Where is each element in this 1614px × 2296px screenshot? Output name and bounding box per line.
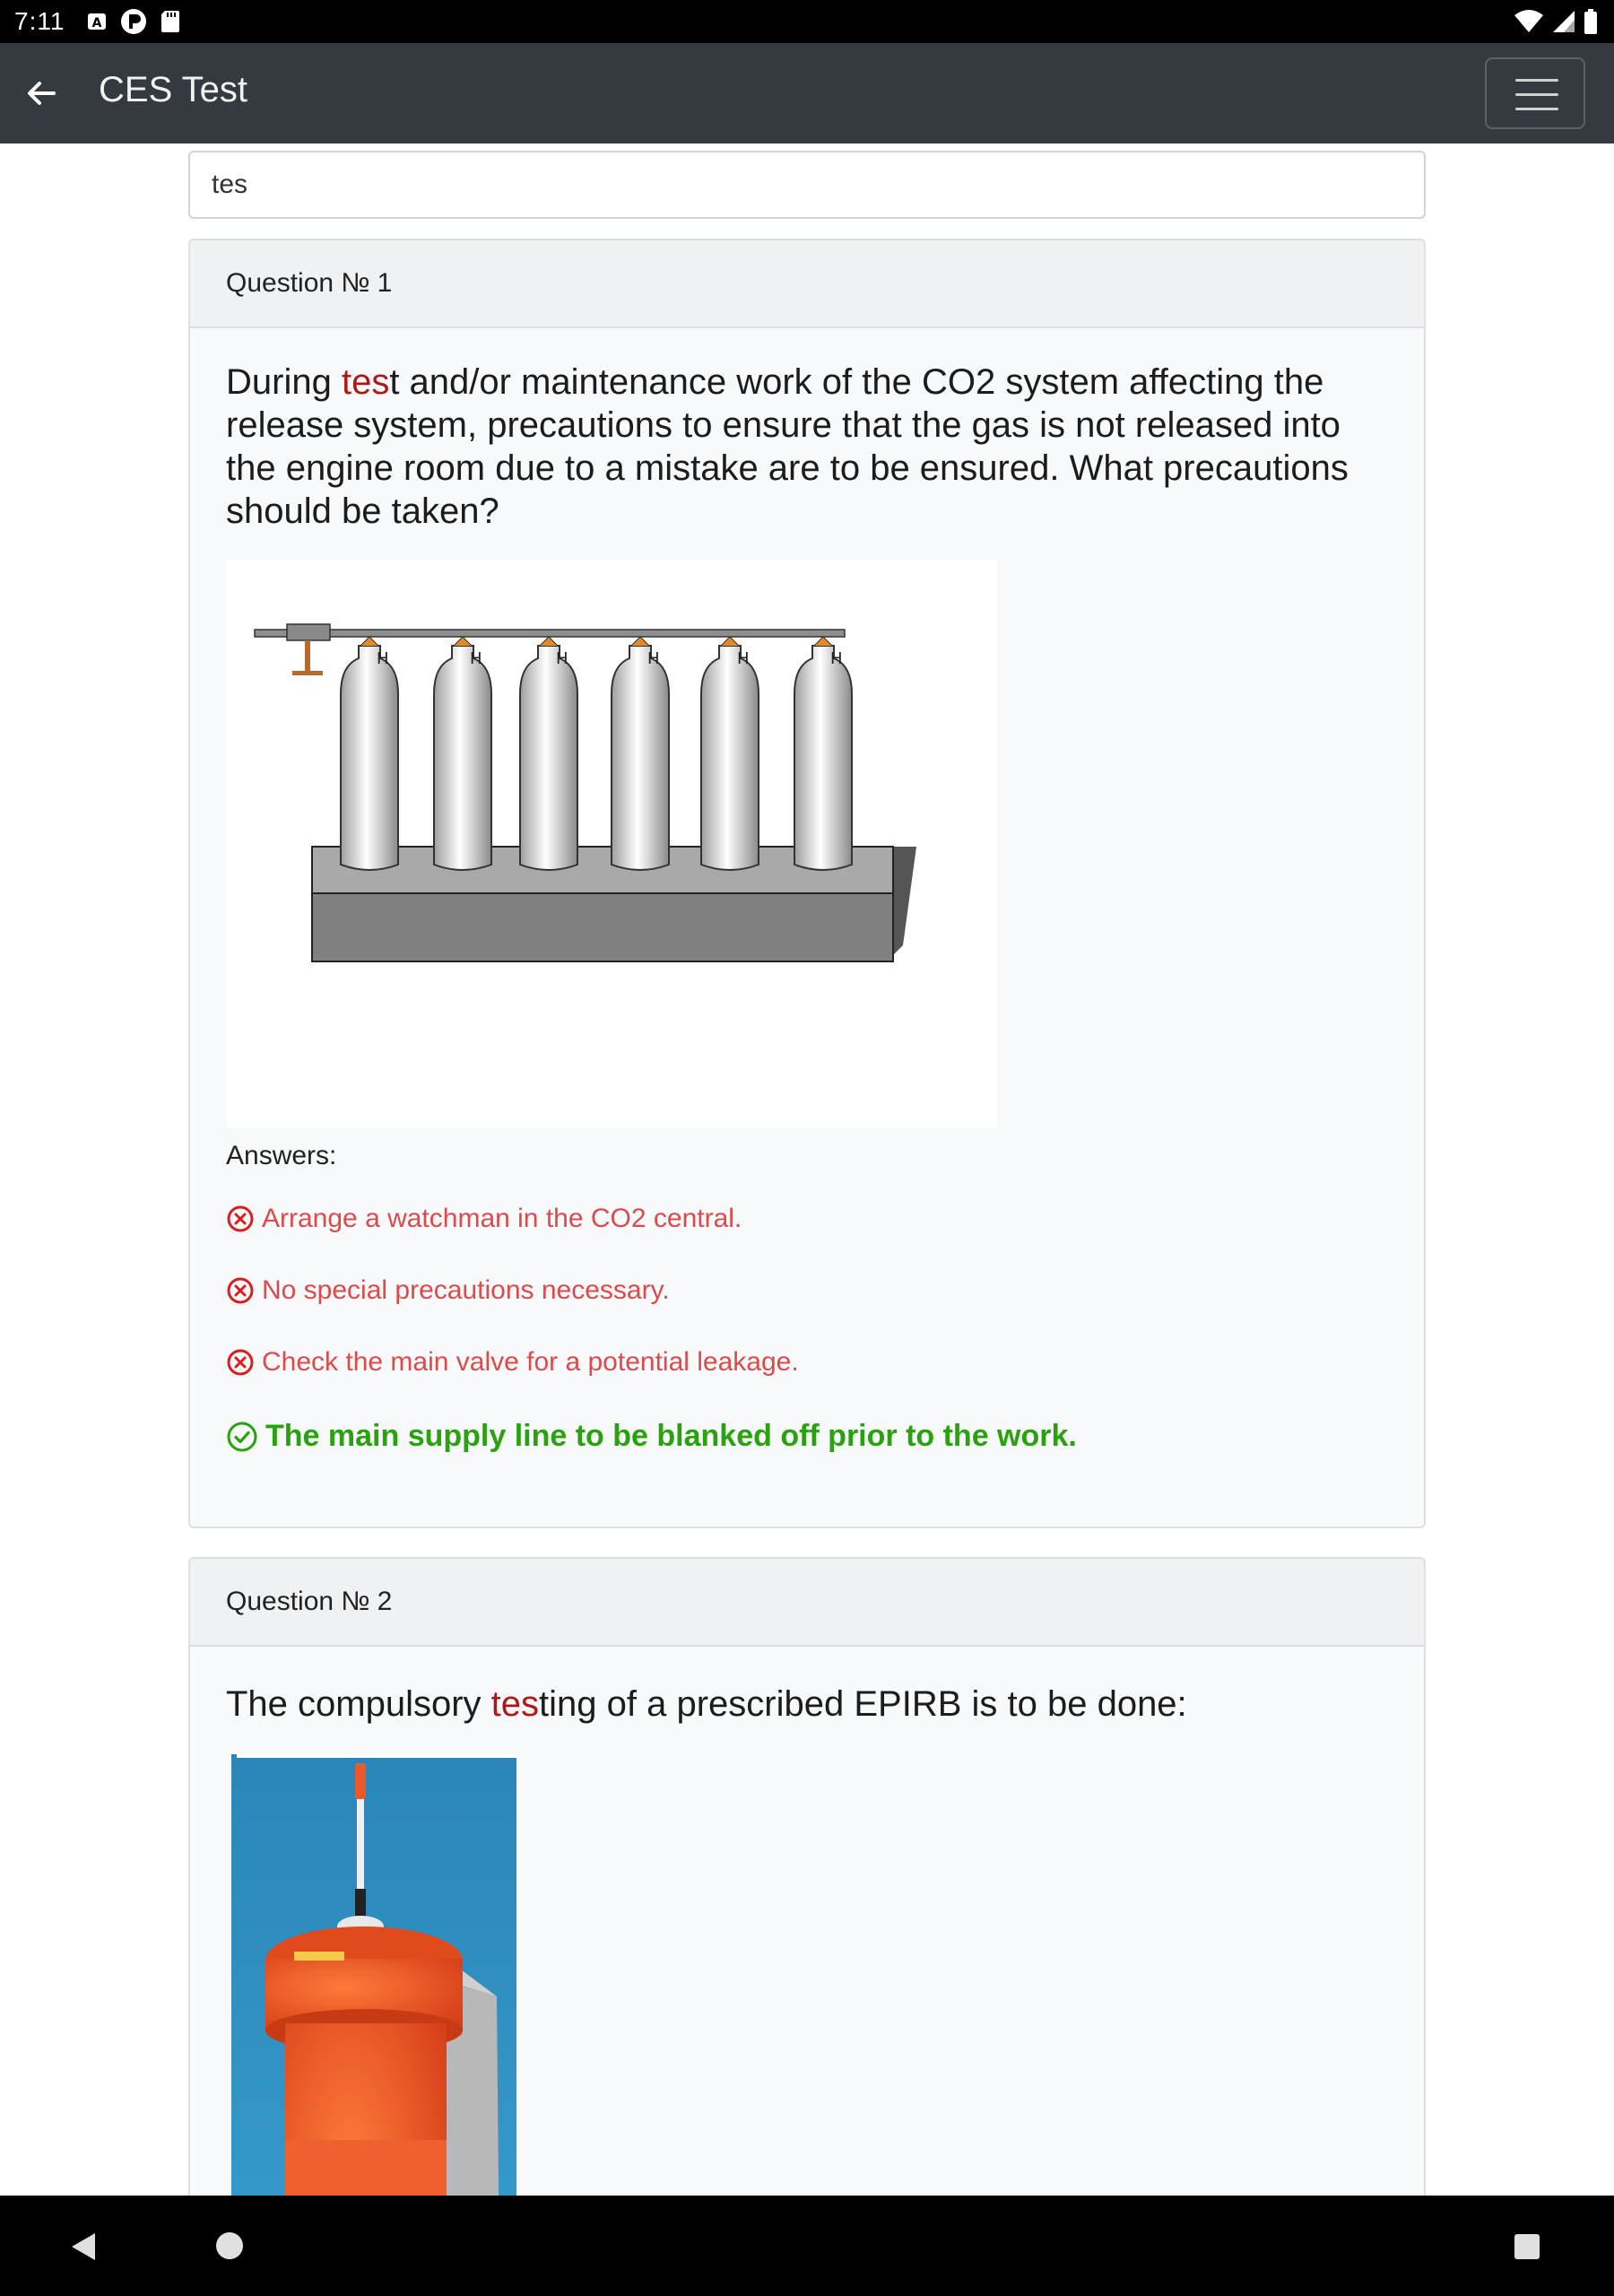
svg-text:H: H [830,649,843,668]
hamburger-icon [1515,79,1558,82]
answer-text: The main supply line to be blanked off prior to the work. [265,1419,1077,1453]
menu-toggle-button[interactable] [1485,57,1585,129]
back-arrow-icon[interactable] [23,75,59,111]
app-p-icon [120,8,147,35]
cylinders [341,637,852,870]
co2-cylinders-image [226,560,997,1128]
correct-answer-icon [226,1421,258,1453]
wrong-answer-icon [226,1276,255,1305]
status-bar [0,0,1614,43]
svg-text:H: H [470,649,482,668]
search-highlight: tes [341,362,390,402]
search-highlight: tes [490,1684,540,1724]
question-card [188,1557,1426,2296]
nav-back-icon[interactable] [68,2231,99,2262]
answer-item-wrong [226,1347,799,1378]
svg-text:H: H [377,649,389,668]
app-a-icon [86,11,108,32]
answers-label: Answers: [226,1141,337,1170]
question-header [190,1559,1424,1647]
question-label: Question № [226,268,370,298]
wrong-answer-icon [226,1348,255,1377]
answer-text: Arrange a watchman in the CO2 central. [262,1204,742,1233]
question-header [190,240,1424,328]
question-label: Question № [226,1587,370,1616]
answer-item-wrong [226,1275,670,1306]
svg-text:H: H [737,649,750,668]
search-input[interactable] [188,151,1426,219]
svg-text:H: H [647,649,660,668]
question-text: During test and/or maintenance work of the CO2 system affecting the release system, precautions to ensure that the gas is not released into the engine room due to a mistake are to be ensured. What precautions should be taken? [226,362,1349,531]
status-time: 7:11 [14,7,65,35]
wrong-answer-icon [226,1205,255,1233]
status-notification-icons [86,7,181,36]
answer-item-wrong [226,1204,742,1234]
nav-recents-icon[interactable] [1514,2233,1540,2260]
app-title: CES Test [99,70,247,109]
status-system-icons [1514,7,1598,36]
system-navigation-bar [0,2196,1614,2296]
question-number: 1 [377,268,393,298]
answer-text: No special precautions necessary. [262,1275,670,1305]
nav-home-icon[interactable] [215,2231,244,2260]
question-card [188,239,1426,1528]
wifi-icon [1514,9,1544,34]
battery-icon [1584,9,1598,34]
svg-text:A: A [91,16,102,30]
answer-item-correct [226,1419,1077,1454]
sd-card-icon [160,9,181,34]
question-text: The compulsory testing of a prescribed EPIRB is to be done: [226,1684,1187,1724]
question-number: 2 [377,1587,393,1616]
signal-icon [1551,9,1576,34]
app-bar [0,43,1614,144]
answer-text: Check the main valve for a potential leakage. [262,1347,799,1377]
svg-text:H: H [556,649,568,668]
